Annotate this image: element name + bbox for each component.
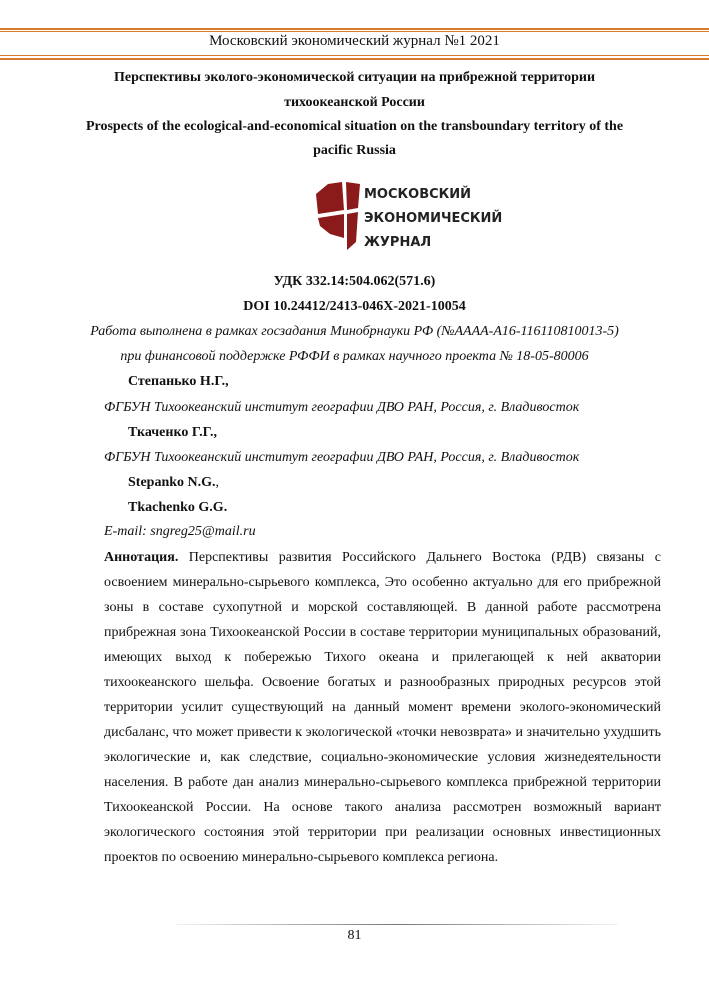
affiliation-1: ФГБУН Тихоокеанский институт географии ДВО РАН, Россия, г. Владивосток	[104, 400, 580, 415]
header-rule-bottom	[0, 58, 709, 60]
udk: УДК 332.14:504.062(571.6)	[273, 274, 436, 289]
title-en-line2: pacific Russia	[313, 143, 396, 158]
journal-header: Московский экономический журнал №1 2021	[209, 33, 500, 49]
journal-logo	[314, 180, 503, 252]
author-email[interactable]: E-mail: sngreg25@mail.ru	[104, 524, 256, 539]
header-rule-top-inner	[0, 31, 709, 32]
journal-logo-icon	[314, 180, 503, 252]
title-en-line1: Prospects of the ecological-and-economical situation on the transboundary territory of the	[85, 119, 624, 134]
logo-text-line2: ЭКОНОМИЧЕСКИЙ	[364, 211, 503, 226]
header-rule-bottom-inner	[0, 55, 709, 56]
author-en-1	[128, 475, 219, 491]
title-ru-line2: тихоокеанской России	[284, 95, 425, 110]
logo-text-line1: МОСКОВСКИЙ	[364, 187, 472, 202]
author-en-1-comma: ,	[215, 475, 220, 490]
header-rule-top	[0, 28, 709, 30]
author-en-1-name: Stepanko N.G.	[128, 475, 216, 490]
abstract	[104, 545, 661, 870]
affiliation-2: ФГБУН Тихоокеанский институт географии ДВО РАН, Россия, г. Владивосток	[104, 450, 580, 465]
grant-line2: при финансовой поддержке РФФИ в рамках научного проекта № 18-05-80006	[120, 349, 589, 364]
abstract-text: Перспективы развития Российского Дальнего Востока (РДВ) связаны с освоением минерально-сырьевого комплекса, Это особенно актуально для его прибрежной зоны в составе сухопутной и морской составляющей. В данной работе рассмотрена прибрежная зона Тихоокеанской России в составе территории муниципальных образований, имеющих выход к побережью Тихого океана и прилегающей к ней акватории тихоокеанского шельфа. Освоение богатых и разнообразных природных ресурсов этой территории усилит существующий на данный момент времени эколого-экономический дисбаланс, что может привести к экологической «точки невозврата» и значительно ухудшить экологические и, как следствие, социально-экономические условия жизнедеятельности населения. В работе дан анализ минерально-сырьевого комплекса прибрежной территории Тихоокеанской России. На основе такого анализа рассмотрен возможный вариант экологического состояния этой территории при реализации основных инвестиционных проектов по освоению минерально-сырьевого комплекса региона.	[104, 550, 661, 865]
grant-line1: Работа выполнена в рамках госзадания Минобрнауки РФ (№АААА-А16-116110810013-5)	[90, 324, 619, 339]
author-ru-1: Степанько Н.Г.,	[128, 374, 229, 389]
page-number: 81	[347, 928, 362, 943]
abstract-label: Аннотация.	[104, 550, 179, 565]
logo-text-line3: ЖУРНАЛ	[364, 235, 432, 250]
author-en-2: Tkachenko G.G.	[128, 500, 228, 515]
doi: DOI 10.24412/2413-046Х-2021-10054	[243, 299, 466, 314]
author-ru-2: Ткаченко Г.Г.,	[128, 425, 217, 440]
title-ru-line1: Перспективы эколого-экономической ситуации на прибрежной территории	[113, 70, 596, 85]
footer-rule	[176, 924, 618, 925]
